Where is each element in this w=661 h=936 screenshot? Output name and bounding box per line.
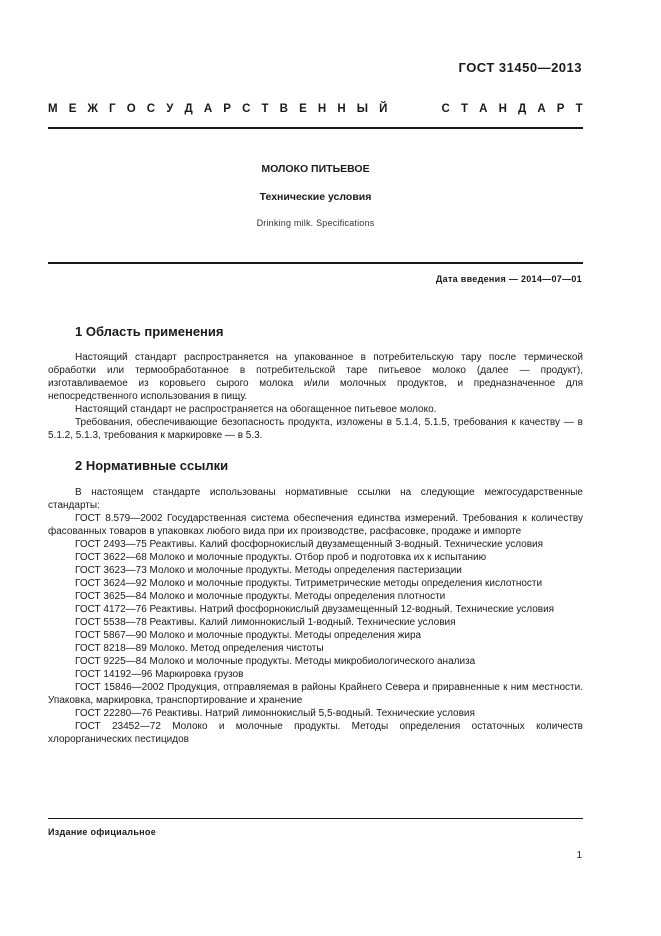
standard-type-letter: Е [299, 103, 307, 115]
standard-type-letter: Ж [87, 103, 98, 115]
standard-type-letter: Р [223, 103, 231, 115]
section-1-paragraph: Требования, обеспечивающие безопасность продукта, изложены в 5.1.4, 5.1.5, требования к качеству — в 5.1.2, 5.1.3, требования к маркировке — в 5.3. [48, 417, 583, 441]
reference-entry: ГОСТ 5538—78 Реактивы. Калий лимоннокислый 1-водный. Технические условия [75, 617, 456, 628]
standard-type-letter: У [166, 103, 174, 115]
reference-entry: ГОСТ 8218—89 Молоко. Метод определения чистоты [75, 643, 324, 654]
standard-type-letter: А [537, 103, 546, 115]
document-title: МОЛОКО ПИТЬЕВОЕ [261, 163, 370, 175]
standard-type-letter: Т [261, 103, 269, 115]
standard-type-heading [48, 103, 583, 115]
standard-type-letter: О [126, 103, 136, 115]
section-2-heading: 2 Нормативные ссылки [75, 458, 229, 473]
standard-type-letter: В [279, 103, 288, 115]
footer-divider [48, 818, 583, 819]
english-title: Drinking milk. Specifications [256, 218, 375, 228]
standard-type-letter: Р [556, 103, 565, 115]
standard-type-letter: Н [337, 103, 346, 115]
top-divider [48, 127, 583, 129]
standard-type-letter: А [203, 103, 213, 115]
reference-entry: ГОСТ 22280—76 Реактивы. Натрий лимоннокислый 5,5-водный. Технические условия [75, 708, 475, 719]
reference-entry: ГОСТ 15846—2002 Продукция, отправляемая в районы Крайнего Севера и приравненные к ним местности. Упаковка, маркировка, транспортирование и хранение [48, 682, 583, 706]
standard-type-letter [427, 103, 430, 115]
document-subtitle: Технические условия [259, 191, 372, 203]
reference-entry: ГОСТ 23452—72 Молоко и молочные продукты. Методы определения остаточных количеств хлорорганических пестицидов [48, 721, 583, 745]
standard-type-letter: С [441, 103, 450, 115]
standard-type-letter: А [479, 103, 488, 115]
reference-entry: ГОСТ 5867—90 Молоко и молочные продукты. Методы определения жира [75, 630, 422, 641]
document-code: ГОСТ 31450—2013 [458, 60, 582, 75]
standard-type-letter: Г [109, 103, 116, 115]
introduction-date: Дата введения — 2014—07—01 [435, 274, 582, 284]
section-1-heading: 1 Область применения [75, 324, 224, 339]
standard-type-letter: М [48, 103, 58, 115]
standard-type-letter: С [146, 103, 156, 115]
section-1-paragraph: Настоящий стандарт не распространяется на обогащенное питьевое молоко. [75, 404, 437, 415]
standard-type-letter [399, 103, 402, 115]
reference-entry: ГОСТ 8.579—2002 Государственная система обеспечения единства измерений. Требования к количеству фасованных товаров в упаковках любого вида при их производстве, расфасовке, продаже и импорте [48, 513, 583, 537]
standard-type-letter: С [242, 103, 251, 115]
reference-entry: ГОСТ 4172—76 Реактивы. Натрий фосфорнокислый двузамещенный 12-водный. Технические условия [75, 604, 555, 615]
standard-type-letter: Т [460, 103, 468, 115]
title-divider [48, 262, 583, 264]
reference-entry: ГОСТ 9225—84 Молоко и молочные продукты. Методы микробиологического анализа [75, 656, 476, 667]
standard-type-letter [413, 103, 416, 115]
reference-entry: ГОСТ 2493—75 Реактивы. Калий фосфорнокислый двузамещенный 3-водный. Технические условия [75, 539, 544, 550]
reference-entry: ГОСТ 3625—84 Молоко и молочные продукты. Методы определения плотности [75, 591, 446, 602]
section-1-paragraph: Настоящий стандарт распространяется на упакованное в потребительскую тару после термической обработки или термообработанное в потребительской таре питьевое молоко (далее — продукт), изготавливаемое из коровьего сырого молока и/или молочных продуктов, и предназначенное для непосредственного использования в пищу. [48, 352, 583, 402]
reference-entry: ГОСТ 3623—73 Молоко и молочные продукты. Методы определения пастеризации [75, 565, 462, 576]
page-number: 1 [576, 850, 582, 861]
standard-type-letter: Д [184, 103, 193, 115]
reference-entry: ГОСТ 14192—96 Маркировка грузов [75, 669, 244, 680]
reference-entry: ГОСТ 3624—92 Молоко и молочные продукты. Титриметрические методы определения кислотности [75, 578, 543, 589]
standard-type-letter: Е [68, 103, 77, 115]
standard-type-letter: Д [518, 103, 527, 115]
reference-entry: ГОСТ 3622—68 Молоко и молочные продукты. Отбор проб и подготовка их к испытанию [75, 552, 487, 563]
standard-type-letter: Й [379, 103, 388, 115]
standard-type-letter: Н [317, 103, 327, 115]
official-edition-label: Издание официальное [48, 827, 157, 837]
section-1-body [48, 351, 583, 442]
standard-type-letter: Т [575, 103, 583, 115]
standard-type-letter: Ы [356, 103, 369, 115]
standard-type-letter: Н [498, 103, 507, 115]
section-2-paragraph: В настоящем стандарте использованы нормативные ссылки на следующие межгосударственные стандарты: [48, 487, 583, 511]
section-2-body [48, 486, 583, 746]
